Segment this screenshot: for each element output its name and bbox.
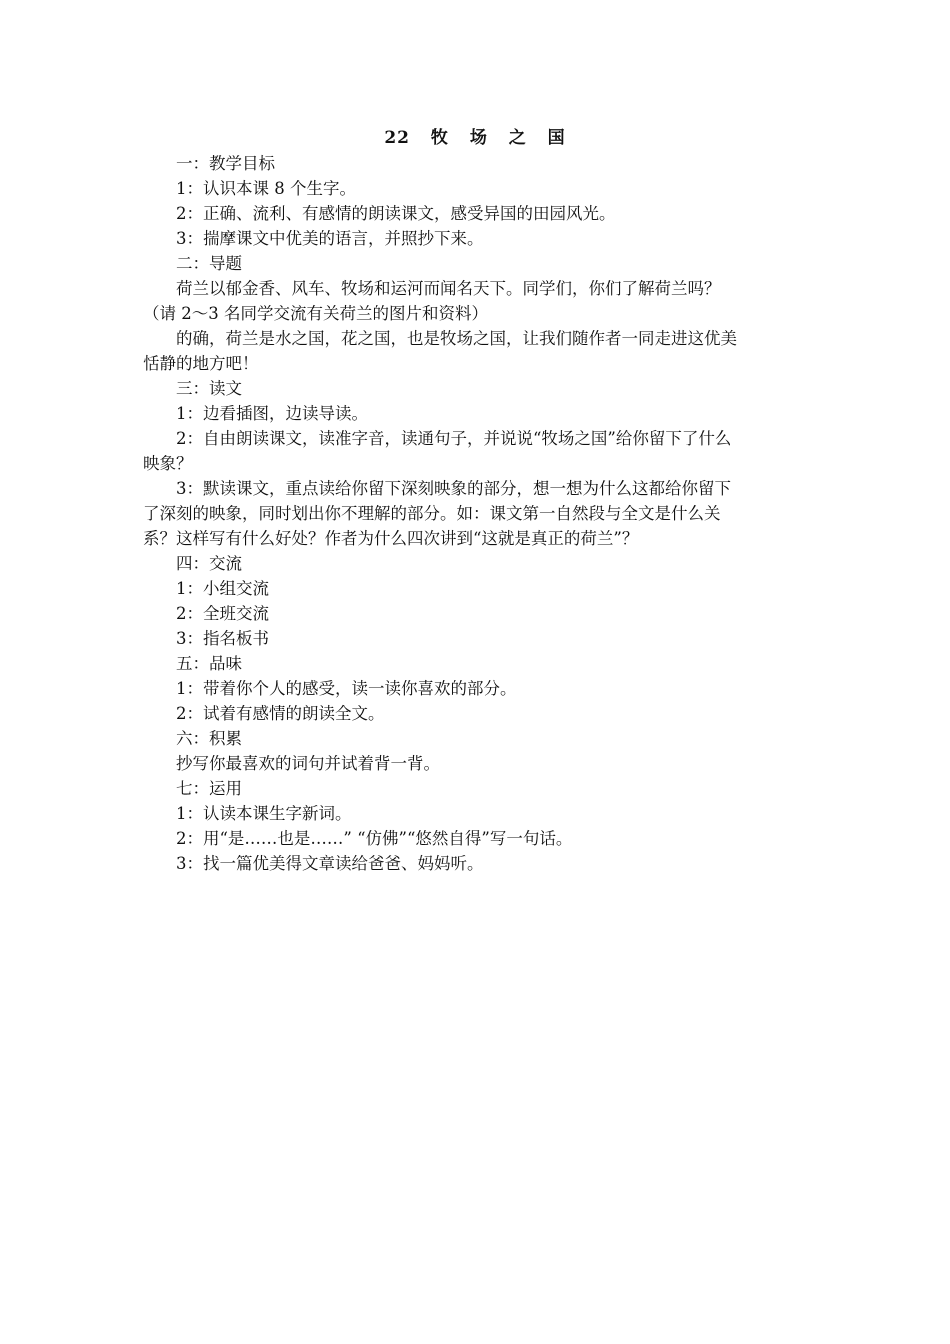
page-title [143,126,807,150]
section-heading: 四：交流 [176,554,242,573]
title-number: 22 [384,128,410,148]
title-char: 之 [508,128,527,148]
list-item: 2：正确、流利、有感情的朗读课文，感受异国的田园风光。 [176,204,616,223]
section-heading: 五：品味 [176,654,242,673]
section-heading: 七：运用 [176,779,242,798]
list-item: 2：用“是……也是……” “仿佛”“悠然自得”写一句话。 [176,829,573,848]
paragraph-line: 恬静的地方吧！ [143,354,259,373]
list-item: 2：自由朗读课文，读准字音，读通句子，并说说“牧场之国”给你留下了什么 [176,429,732,448]
list-item: 1：认读本课生字新词。 [176,804,352,823]
document-body [143,151,809,876]
list-item: 1：认识本课 8 个生字。 [176,179,356,198]
paragraph-line: 荷兰以郁金香、风车、牧场和运河而闻名天下。同学们，你们了解荷兰吗？ [176,279,721,298]
list-item: 3：揣摩课文中优美的语言，并照抄下来。 [176,229,484,248]
paragraph-line: 抄写你最喜欢的词句并试着背一背。 [176,754,440,773]
section-heading: 二：导题 [176,254,242,273]
section-heading: 三：读文 [176,379,242,398]
paragraph-line: （请 2～3 名同学交流有关荷兰的图片和资料） [143,304,488,323]
title-char: 国 [547,128,566,148]
list-item-continuation: 映象？ [143,454,193,473]
list-item: 2：试着有感情的朗读全文。 [176,704,385,723]
section-heading: 一：教学目标 [176,154,275,173]
title-char: 场 [469,128,488,148]
section-heading: 六：积累 [176,729,242,748]
list-item-continuation: 系？这样写有什么好处？作者为什么四次讲到“这就是真正的荷兰”？ [143,529,639,548]
list-item: 1：带着你个人的感受，读一读你喜欢的部分。 [176,679,517,698]
list-item: 1：边看插图，边读导读。 [176,404,368,423]
list-item: 3：默读课文，重点读给你留下深刻映象的部分，想一想为什么这都给你留下 [176,479,731,498]
list-item: 3：找一篇优美得文章读给爸爸、妈妈听。 [176,854,484,873]
title-char: 牧 [430,128,449,148]
paragraph-line: 的确，荷兰是水之国，花之国，也是牧场之国，让我们随作者一同走进这优美 [176,329,737,348]
list-item: 3：指名板书 [176,629,269,648]
list-item-continuation: 了深刻的映象，同时划出你不理解的部分。如：课文第一自然段与全文是什么关 [143,504,721,523]
list-item: 1：小组交流 [176,579,269,598]
list-item: 2：全班交流 [176,604,269,623]
